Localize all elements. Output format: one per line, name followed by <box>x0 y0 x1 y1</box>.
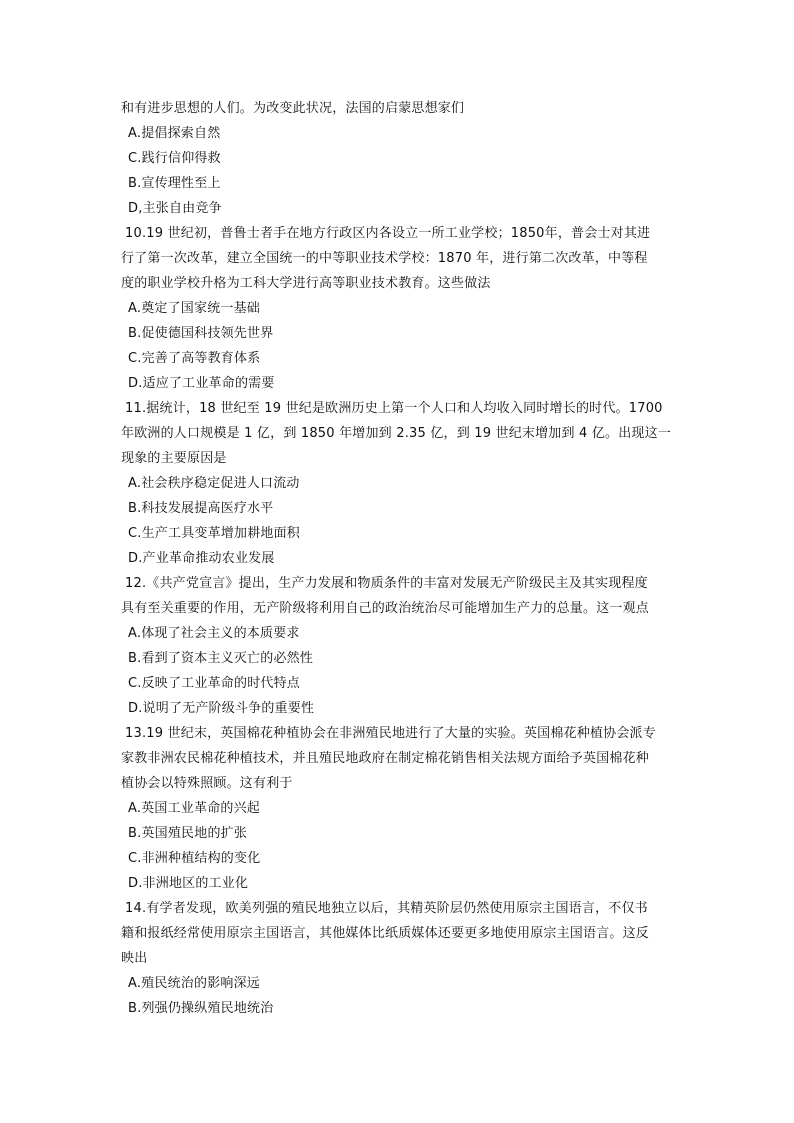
question-12-stem <box>121 571 676 621</box>
stem-line: 家教非洲农民棉花种植技术，并且殖民地政府在制定棉花销售相关法规方面给予英国棉花种 <box>121 751 650 766</box>
option-a: A.社会秩序稳定促进人口流动 <box>128 476 300 491</box>
stem-line: 具有至关重要的作用，无产阶级将利用自己的政治统治尽可能增加生产力的总量。这一观点 <box>121 601 650 616</box>
option-b: B.科技发展提高医疗水平 <box>128 501 274 516</box>
stem-line: 13.19 世纪末，英国棉花种植协会在非洲殖民地进行了大量的实验。英国棉花种植协会派专 <box>125 726 656 741</box>
option-d: D.产业革命推动农业发展 <box>128 551 275 566</box>
stem-line: 10.19 世纪初，普鲁士者手在地方行政区内各设立一所工业学校；1850年，普会士对其进 <box>125 226 651 241</box>
option-a: A.奠定了国家统一基础 <box>128 301 260 316</box>
stem-line: 年欧洲的人口规模是 1 亿，到 1850 年增加到 2.35 亿，到 19 世纪末增加到 4 亿。出现这一 <box>121 426 672 441</box>
continuation-text <box>121 96 676 121</box>
option-c: C.反映了工业革命的时代特点 <box>128 676 301 691</box>
option-d: D.非洲地区的工业化 <box>128 876 249 891</box>
stem-line: 度的职业学校升格为工科大学进行高等职业技术教育。这些做法 <box>121 276 491 291</box>
option-b: B.英国殖民地的扩张 <box>128 826 248 841</box>
stem-line: 行了第一次改革，建立全国统一的中等职业技术学校：1870 年，进行第二次改革，中等程 <box>121 251 648 266</box>
question-10-stem <box>121 221 676 296</box>
option-b: B.看到了资本主义灭亡的必然性 <box>128 651 314 666</box>
option-a: A.体现了社会主义的本质要求 <box>128 626 300 641</box>
question-11-stem <box>121 396 676 471</box>
option-a: A.英国工业革命的兴起 <box>128 801 260 816</box>
text-line: 和有进步思想的人们。为改变此状况，法国的启蒙思想家们 <box>121 101 465 116</box>
option-b: B.促使德国科技领先世界 <box>128 326 274 341</box>
stem-line: 现象的主要原因是 <box>121 451 227 466</box>
option-d: D.适应了工业革命的需要 <box>128 376 275 391</box>
option-b: B.列强仍操纵殖民地统治 <box>128 1001 274 1016</box>
option-c: C.生产工具变革增加耕地面积 <box>128 526 301 541</box>
stem-line: 11.据统计，18 世纪至 19 世纪是欧洲历史上第一个人口和人均收入同时增长的时代。1700 <box>125 401 663 416</box>
option-c: C.完善了高等教育体系 <box>128 351 261 366</box>
option-b: B.宣传理性至上 <box>128 176 221 191</box>
stem-line: 植协会以特殊照顾。这有利于 <box>121 776 293 791</box>
stem-line: 籍和报纸经常使用原宗主国语言，其他媒体比纸质媒体还要更多地使用原宗主国语言。这反 <box>121 926 650 941</box>
stem-line: 12.《共产党宣言》提出，生产力发展和物质条件的丰富对发展无产阶级民主及其实现程度 <box>125 576 648 591</box>
option-a: A.殖民统治的影响深远 <box>128 976 260 991</box>
option-c: C.非洲种植结构的变化 <box>128 851 261 866</box>
stem-line: 14.有学者发现，欧美列强的殖民地独立以后，其精英阶层仍然使用原宗主国语言，不仅书 <box>125 901 648 916</box>
stem-line: 映出 <box>121 951 148 966</box>
option-d: D,主张自由竞争 <box>128 201 222 216</box>
option-a: A.提倡探索自然 <box>128 126 221 141</box>
option-c: C.践行信仰得救 <box>128 151 221 166</box>
question-14-stem <box>121 896 676 971</box>
question-13-stem <box>121 721 676 796</box>
option-d: D.说明了无产阶级斗争的重要性 <box>128 701 315 716</box>
document-body <box>121 96 676 1021</box>
